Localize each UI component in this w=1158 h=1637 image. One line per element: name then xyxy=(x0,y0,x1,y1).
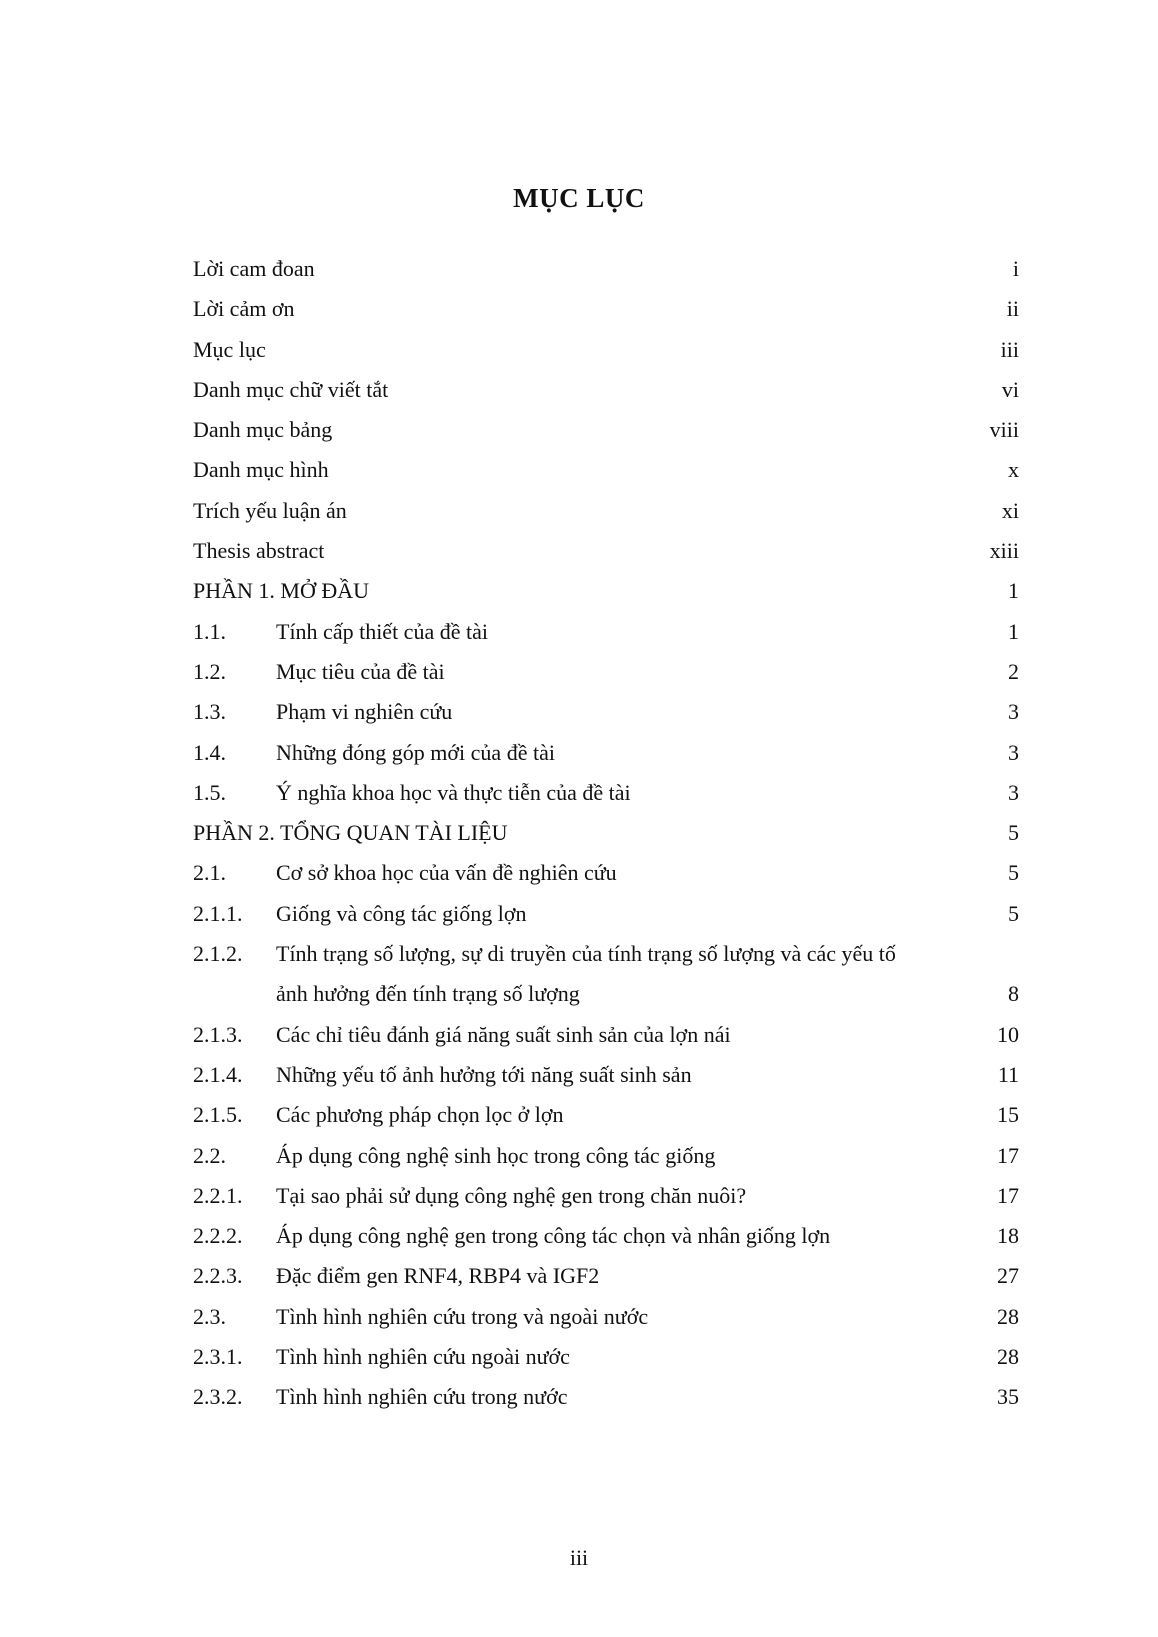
toc-entry-page: 1 xyxy=(1008,578,1019,604)
toc-entry-page: 2 xyxy=(1008,658,1019,684)
toc-entry[interactable] xyxy=(193,655,1019,695)
toc-entry-number: 1.1. xyxy=(193,618,226,644)
toc-entry-title: PHẦN 1. MỞ ĐẦU xyxy=(193,578,370,604)
toc-entry-page: viii xyxy=(989,417,1019,443)
toc-entry[interactable] xyxy=(193,373,1019,413)
toc-entry-page: iii xyxy=(1000,336,1019,362)
toc-entry-page: 18 xyxy=(997,1223,1019,1249)
toc-entry-title: Tình hình nghiên cứu trong nước xyxy=(276,1384,568,1410)
toc-entry-title: Giống và công tác giống lợn xyxy=(276,900,527,926)
toc-entry[interactable] xyxy=(193,534,1019,574)
page-title: MỤC LỤC xyxy=(513,183,645,213)
toc-entry[interactable] xyxy=(193,252,1019,292)
toc-entry-title: Các phương pháp chọn lọc ở lợn xyxy=(276,1102,564,1128)
toc-entry-page: ii xyxy=(1006,296,1019,322)
toc-entry[interactable] xyxy=(193,333,1019,373)
toc-entry-number: 1.5. xyxy=(193,779,226,805)
page-number: iii xyxy=(569,1545,589,1570)
toc-entry-title: Tính cấp thiết của đề tài xyxy=(276,618,488,644)
toc-entry-number: 2.2.2. xyxy=(193,1223,243,1249)
toc-entry-title: Những yếu tố ảnh hưởng tới năng suất sinh sản xyxy=(276,1061,692,1087)
toc-entry[interactable] xyxy=(193,1018,1019,1058)
toc-entry-page: 5 xyxy=(1008,820,1019,846)
toc-entry[interactable] xyxy=(193,1259,1019,1299)
toc-entry-title: Áp dụng công nghệ sinh học trong công tác giống xyxy=(276,1142,716,1168)
toc-entry-title: Áp dụng công nghệ gen trong công tác chọn và nhân giống lợn xyxy=(276,1223,831,1249)
toc-entry[interactable] xyxy=(193,1179,1019,1219)
toc-entry[interactable] xyxy=(193,292,1019,332)
toc-entry-title: Mục lục xyxy=(193,336,266,362)
toc-entry-number: 2.2.3. xyxy=(193,1263,243,1289)
toc-entry-number: 2.2. xyxy=(193,1142,226,1168)
toc-entry-page: 5 xyxy=(1008,860,1019,886)
toc-entry-number: 2.1.3. xyxy=(193,1021,243,1047)
toc-entry[interactable] xyxy=(193,494,1019,534)
toc-entry-number: 1.4. xyxy=(193,739,226,765)
toc-entry-number: 2.1.1. xyxy=(193,900,243,926)
toc-entry-page: 15 xyxy=(997,1102,1019,1128)
toc-entry-title: Tại sao phải sử dụng công nghệ gen trong chăn nuôi? xyxy=(276,1182,747,1208)
toc-entry[interactable] xyxy=(193,1300,1019,1340)
toc-entry[interactable] xyxy=(193,1098,1019,1138)
toc-entry-page: 35 xyxy=(997,1384,1019,1410)
toc-entry-number: 1.3. xyxy=(193,699,226,725)
toc-entry-title: Lời cảm ơn xyxy=(193,296,295,322)
toc-entry-page: xiii xyxy=(989,538,1019,564)
toc-entry-page: 3 xyxy=(1008,699,1019,725)
toc-entry-number: 2.1.2. xyxy=(193,941,243,967)
toc-entry-title: Lời cam đoan xyxy=(193,256,315,281)
toc-entry-page: 10 xyxy=(997,1021,1019,1047)
table-of-contents xyxy=(193,252,1019,1421)
toc-entry-title: Tình hình nghiên cứu ngoài nước xyxy=(276,1344,570,1370)
toc-entry-page: vi xyxy=(1001,376,1019,402)
toc-entry[interactable] xyxy=(193,1058,1019,1098)
toc-entry[interactable] xyxy=(193,937,1019,977)
toc-entry-title: Thesis abstract xyxy=(193,538,325,564)
toc-entry[interactable] xyxy=(193,1139,1019,1179)
toc-entry-page: xi xyxy=(1001,497,1019,523)
toc-entry-title: Danh mục hình xyxy=(193,457,329,483)
toc-entry[interactable] xyxy=(193,736,1019,776)
toc-entry-title: Mục tiêu của đề tài xyxy=(276,658,445,684)
toc-entry-title: Các chỉ tiêu đánh giá năng suất sinh sản của lợn nái xyxy=(276,1021,731,1047)
toc-entry[interactable] xyxy=(193,1219,1019,1259)
toc-entry-page: 3 xyxy=(1008,739,1019,765)
toc-entry[interactable] xyxy=(193,776,1019,816)
toc-entry[interactable] xyxy=(193,615,1019,655)
toc-entry-page: 5 xyxy=(1008,900,1019,926)
toc-entry-number: 2.1.4. xyxy=(193,1061,243,1087)
toc-entry-page: 17 xyxy=(997,1182,1019,1208)
toc-entry-number: 2.3.2. xyxy=(193,1384,243,1410)
toc-entry-number: 2.1. xyxy=(193,860,226,886)
toc-entry-page: 28 xyxy=(997,1344,1019,1370)
toc-entry-number: 2.1.5. xyxy=(193,1102,243,1128)
toc-entry-title: Danh mục chữ viết tắt xyxy=(193,376,389,402)
toc-entry-title: ảnh hưởng đến tính trạng số lượng xyxy=(276,981,580,1007)
toc-entry-page: 28 xyxy=(997,1303,1019,1329)
toc-entry-number: 2.3. xyxy=(193,1303,226,1329)
toc-entry-number: 2.2.1. xyxy=(193,1182,243,1208)
toc-entry[interactable] xyxy=(193,1340,1019,1380)
toc-entry-title: Trích yếu luận án xyxy=(193,497,347,523)
toc-entry-title: Tính trạng số lượng, sự di truyền của tính trạng số lượng và các yếu tố xyxy=(276,941,896,967)
toc-entry-title: Phạm vi nghiên cứu xyxy=(276,699,453,725)
toc-entry[interactable] xyxy=(193,1380,1019,1420)
toc-entry-page: 11 xyxy=(997,1061,1019,1087)
toc-entry-title: Danh mục bảng xyxy=(193,417,333,443)
toc-entry-page: 17 xyxy=(997,1142,1019,1168)
toc-entry-title: Những đóng góp mới của đề tài xyxy=(276,739,555,765)
toc-entry[interactable] xyxy=(193,897,1019,937)
toc-entry[interactable] xyxy=(193,977,1019,1017)
toc-entry-title: Cơ sở khoa học của vấn đề nghiên cứu xyxy=(276,860,617,886)
toc-entry[interactable] xyxy=(193,816,1019,856)
toc-entry[interactable] xyxy=(193,574,1019,614)
toc-entry-number: 1.2. xyxy=(193,658,226,684)
toc-entry-title: Ý nghĩa khoa học và thực tiễn của đề tài xyxy=(276,779,631,805)
toc-entry-title: Tình hình nghiên cứu trong và ngoài nước xyxy=(276,1303,649,1329)
toc-entry-page: x xyxy=(1008,457,1019,483)
toc-entry[interactable] xyxy=(193,856,1019,896)
toc-entry-number: 2.3.1. xyxy=(193,1344,243,1370)
toc-entry-page: 27 xyxy=(997,1263,1019,1289)
toc-entry-page: 1 xyxy=(1008,618,1019,644)
toc-entry-page: i xyxy=(1012,256,1019,281)
toc-entry[interactable] xyxy=(193,453,1019,493)
toc-entry-page: 8 xyxy=(1008,981,1019,1007)
toc-entry[interactable] xyxy=(193,413,1019,453)
toc-entry[interactable] xyxy=(193,695,1019,735)
toc-entry-title: Đặc điểm gen RNF4, RBP4 và IGF2 xyxy=(276,1263,600,1289)
toc-entry-page: 3 xyxy=(1008,779,1019,805)
toc-entry-title: PHẦN 2. TỔNG QUAN TÀI LIỆU xyxy=(193,820,508,846)
